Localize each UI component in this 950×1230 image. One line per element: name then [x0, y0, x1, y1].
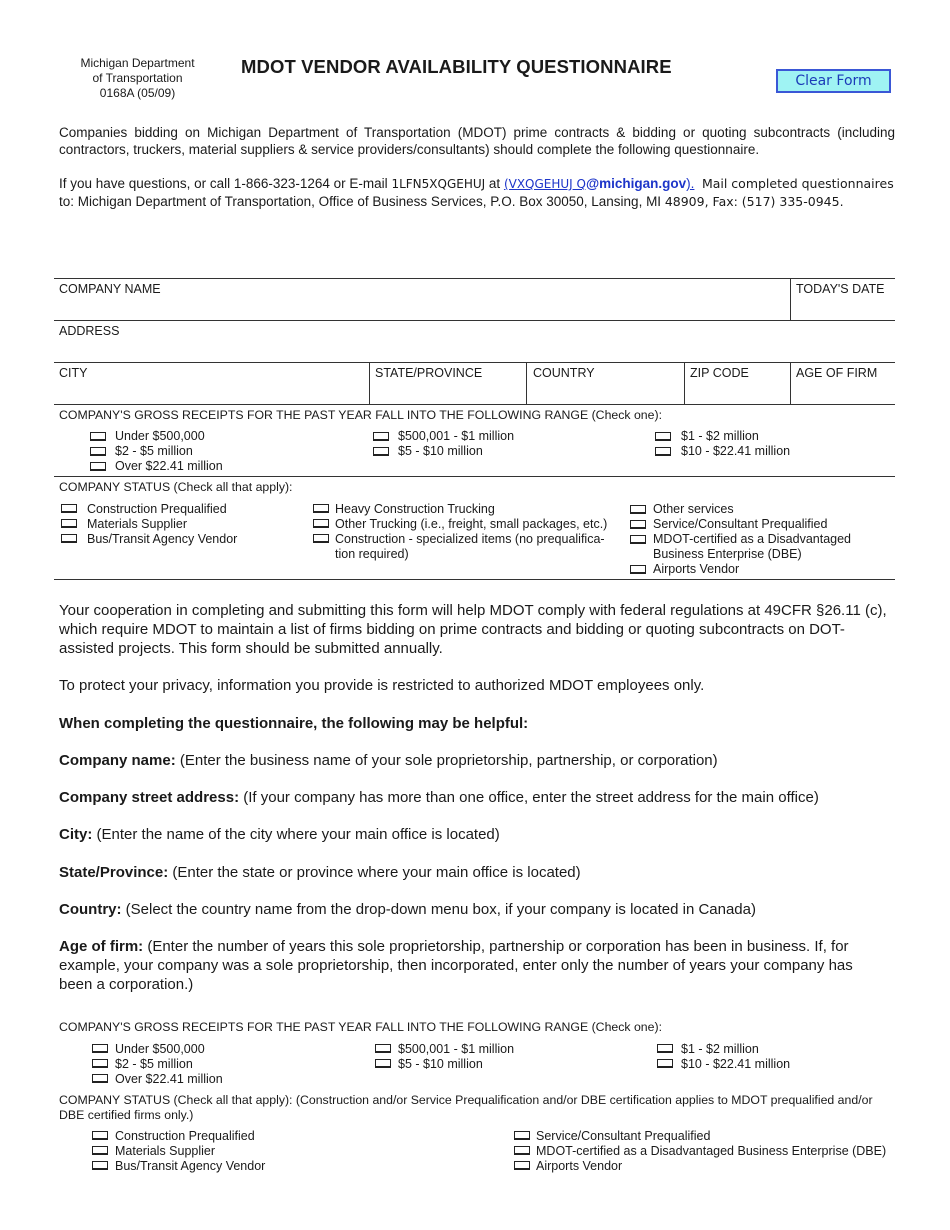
status-option-label: Construction - specialized items (no prequalifica-: [335, 532, 605, 546]
company-name-label: COMPANY NAME: [59, 282, 161, 296]
status-option-label: Bus/Transit Agency Vendor: [87, 532, 238, 546]
status-checkbox[interactable]: [61, 519, 77, 528]
age-of-firm-field[interactable]: [796, 366, 893, 402]
status-checkbox[interactable]: [313, 504, 329, 513]
email-link[interactable]: [504, 176, 694, 191]
form-border-bottom: [54, 579, 895, 580]
lower-receipts-option-label: $500,001 - $1 million: [398, 1042, 515, 1056]
form-rule: [54, 476, 895, 477]
lower-receipts-option-label: Over $22.41 million: [115, 1072, 223, 1086]
status-option-label: Heavy Construction Trucking: [335, 502, 495, 516]
lower-receipts-checkbox[interactable]: [92, 1074, 108, 1083]
status-checkbox[interactable]: [630, 535, 646, 544]
form-rule: [54, 362, 895, 363]
agency-block: [70, 56, 205, 101]
todays-date-label: TODAY'S DATE: [796, 282, 885, 296]
lower-status-option-label: MDOT-certified as a Disadvantaged Business Enterprise (DBE): [536, 1144, 887, 1158]
todays-date-field[interactable]: [796, 282, 894, 318]
help-text: (Enter the name of the city where your main office is located): [92, 826, 500, 843]
lower-receipts-heading: COMPANY'S GROSS RECEIPTS FOR THE PAST YEAR FALL INTO THE FOLLOWING RANGE (Check one):: [59, 1020, 662, 1034]
form-divider: [369, 362, 370, 404]
form-rule: [54, 320, 895, 321]
city-field[interactable]: [59, 366, 365, 402]
receipts-option-label: $500,001 - $1 million: [398, 429, 515, 443]
status-checkbox[interactable]: [313, 534, 329, 543]
lower-receipts-option-label: Under $500,000: [115, 1042, 205, 1056]
contact-garbled-text: 1LFN5XQGEHUJ: [391, 177, 486, 191]
status-option-label-continued: tion required): [335, 547, 409, 561]
receipts-checkbox[interactable]: [373, 447, 389, 456]
help-label: Company name:: [59, 752, 176, 769]
lower-receipts-checkbox[interactable]: [375, 1044, 391, 1053]
help-text: (Select the country name from the drop-down menu box, if your company is located in Canada): [121, 901, 756, 918]
help-label: Company street address:: [59, 789, 240, 806]
form-divider: [790, 278, 791, 320]
help-label: Age of firm:: [59, 938, 144, 955]
status-option-label: Materials Supplier: [87, 517, 188, 531]
clear-form-button[interactable]: Clear Form: [776, 69, 891, 93]
status-checkbox[interactable]: [61, 504, 77, 513]
address-label: ADDRESS: [59, 324, 120, 338]
agency-name-line1: Michigan Department: [80, 56, 195, 70]
help-item-age-of-firm: [59, 937, 879, 994]
receipts-checkbox[interactable]: [90, 462, 106, 471]
form-divider: [790, 362, 791, 404]
status-checkbox[interactable]: [630, 520, 646, 529]
status-option-label: MDOT-certified as a Disadvantaged: [653, 532, 852, 546]
contact-prefix: If you have questions, or call 1-866-323-1264 or E-mail: [59, 176, 392, 191]
agency-name-line2: of Transportation: [92, 71, 183, 85]
address-field[interactable]: [59, 324, 893, 360]
lower-receipts-checkbox[interactable]: [92, 1044, 108, 1053]
contact-info: [59, 175, 909, 210]
lower-status-checkbox[interactable]: [92, 1146, 108, 1155]
help-text: (Enter the number of years this sole proprietorship, partnership or corporation has been in business. If, for example, your company was a sole proprietorship, then incorporated, enter only the number of years your company has been a corporation.): [59, 938, 853, 993]
email-close: ).: [686, 176, 695, 191]
help-label: Country:: [59, 901, 122, 918]
receipts-option-label: $1 - $2 million: [681, 429, 759, 443]
help-label: State/Province:: [59, 864, 169, 881]
privacy-paragraph: To protect your privacy, information you provide is restricted to authorized MDOT employees only.: [59, 677, 705, 694]
lower-status-checkbox[interactable]: [92, 1161, 108, 1170]
zip-code-field[interactable]: [690, 366, 787, 402]
help-text: (Enter the state or province where your main office is located): [168, 864, 581, 881]
helpful-heading: When completing the questionnaire, the following may be helpful:: [59, 715, 529, 732]
age-of-firm-label: AGE OF FIRM: [796, 366, 878, 380]
help-label: City:: [59, 826, 93, 843]
intro-paragraph: Companies bidding on Michigan Department of Transportation (MDOT) prime contracts & bidding or quoting subcontracts (including contractors, truckers, material suppliers & service providers/consultants) should complete the following questionnaire.: [59, 125, 895, 157]
state-province-label: STATE/PROVINCE: [375, 366, 483, 380]
receipts-checkbox[interactable]: [90, 447, 106, 456]
lower-status-checkbox[interactable]: [514, 1131, 530, 1140]
lower-status-option-label: Materials Supplier: [115, 1144, 216, 1158]
lower-status-option-label: Airports Vendor: [536, 1159, 623, 1173]
help-text: (Enter the business name of your sole proprietorship, partnership, or corporation): [175, 752, 718, 769]
form-divider: [526, 362, 527, 404]
help-item-country: [59, 900, 895, 919]
lower-receipts-checkbox[interactable]: [657, 1059, 673, 1068]
status-heading: COMPANY STATUS (Check all that apply):: [59, 480, 293, 494]
receipts-checkbox[interactable]: [90, 432, 106, 441]
mail-text: Mail completed questionnaires: [701, 176, 894, 191]
lower-status-checkbox[interactable]: [514, 1146, 530, 1155]
help-text: (If your company has more than one office, enter the street address for the main office): [239, 789, 819, 806]
lower-receipts-checkbox[interactable]: [657, 1044, 673, 1053]
help-item-company-name: [59, 751, 895, 770]
status-option-label: Service/Consultant Prequalified: [653, 517, 828, 531]
regulation-paragraph: Your cooperation in completing and submitting this form will help MDOT comply with federal regulations at 49CFR §26.11 (c), which require MDOT to maintain a list of firms bidding on prime contracts and bidding or quoting subcontracts on DOT-assisted projects. This form should be submitted annually.: [59, 602, 887, 657]
email-garbled: (VXQGEHUJ Q: [503, 177, 586, 191]
form-rule: [54, 404, 895, 405]
status-checkbox[interactable]: [61, 534, 77, 543]
lower-status-option-label: Service/Consultant Prequalified: [536, 1129, 711, 1143]
zip-code-label: ZIP CODE: [690, 366, 749, 380]
lower-status-option-label: Bus/Transit Agency Vendor: [115, 1159, 266, 1173]
mailing-address: to: Michigan Department of Transportation, Office of Business Services, P.O. Box 30050, Lansing, MI: [59, 194, 665, 209]
form-number: 0168A (05/09): [99, 86, 176, 100]
country-label: COUNTRY: [533, 366, 595, 380]
status-checkbox[interactable]: [313, 519, 329, 528]
lower-status-checkbox[interactable]: [92, 1131, 108, 1140]
receipts-option-label: $10 - $22.41 million: [681, 444, 791, 458]
receipts-heading: COMPANY'S GROSS RECEIPTS FOR THE PAST YEAR FALL INTO THE FOLLOWING RANGE (Check one):: [59, 408, 662, 422]
form-border-top: [54, 278, 895, 279]
lower-receipts-checkbox[interactable]: [92, 1059, 108, 1068]
email-domain: @michigan.gov: [585, 176, 687, 191]
state-province-field[interactable]: [375, 366, 523, 402]
receipts-checkbox[interactable]: [655, 447, 671, 456]
status-option-label: Other Trucking (i.e., freight, small packages, etc.): [335, 517, 608, 531]
receipts-option-label: $2 - $5 million: [115, 444, 193, 458]
help-item-street-address: [59, 788, 895, 807]
lower-receipts-option-label: $10 - $22.41 million: [681, 1057, 791, 1071]
receipts-option-label: Over $22.41 million: [115, 459, 223, 473]
lower-receipts-checkbox[interactable]: [375, 1059, 391, 1068]
lower-status-option-label: Construction Prequalified: [115, 1129, 255, 1143]
receipts-checkbox[interactable]: [655, 432, 671, 441]
status-option-label: Other services: [653, 502, 734, 516]
page-title: MDOT VENDOR AVAILABILITY QUESTIONNAIRE: [241, 56, 672, 77]
form-divider: [684, 362, 685, 404]
status-option-label: Airports Vendor: [653, 562, 740, 576]
lower-receipts-option-label: $2 - $5 million: [115, 1057, 193, 1071]
lower-status-heading: COMPANY STATUS (Check all that apply): (Construction and/or Service Prequalification and/or DBE certification applies to MDOT prequalified and/or DBE certified firms only.): [59, 1093, 873, 1122]
contact-at: at: [485, 176, 504, 191]
help-item-state-province: [59, 863, 895, 882]
lower-status-checkbox[interactable]: [514, 1161, 530, 1170]
receipts-option-label: $5 - $10 million: [398, 444, 483, 458]
receipts-option-label: Under $500,000: [115, 429, 205, 443]
status-option-label-continued: Business Enterprise (DBE): [653, 547, 802, 561]
status-checkbox[interactable]: [630, 505, 646, 514]
lower-receipts-option-label: $5 - $10 million: [398, 1057, 483, 1071]
fax-number: 48909, Fax: (517) 335-0945.: [664, 194, 844, 209]
status-checkbox[interactable]: [630, 565, 646, 574]
lower-receipts-option-label: $1 - $2 million: [681, 1042, 759, 1056]
status-option-label: Construction Prequalified: [87, 502, 227, 516]
company-name-field[interactable]: [59, 282, 787, 318]
receipts-checkbox[interactable]: [373, 432, 389, 441]
city-label: CITY: [59, 366, 88, 380]
country-dropdown[interactable]: [533, 366, 681, 402]
help-item-city: [59, 825, 895, 844]
